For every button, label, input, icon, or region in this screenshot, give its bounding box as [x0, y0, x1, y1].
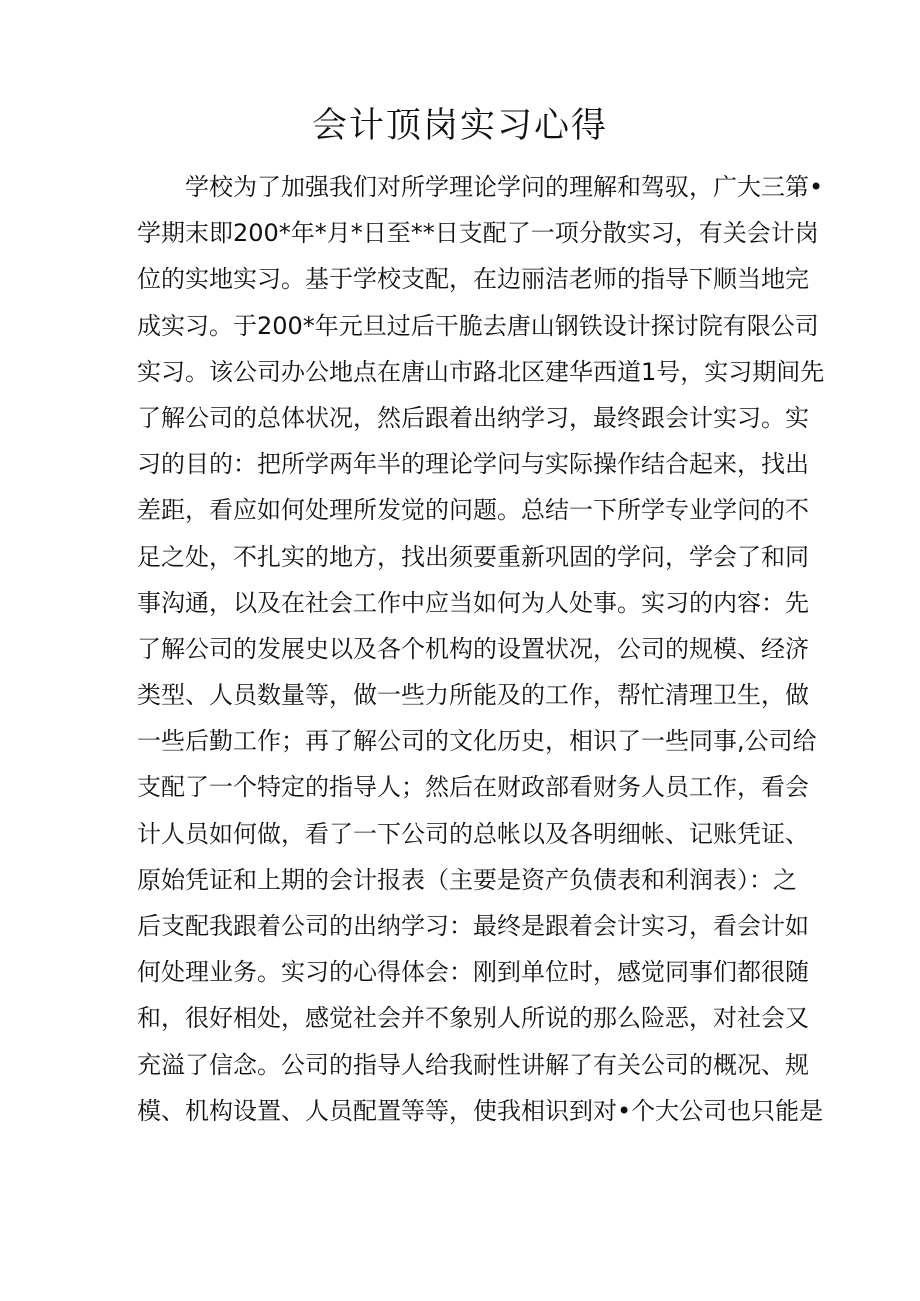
body-line: 学期末即200*年*月*日至**日支配了一项分散实习，有关会计岗: [137, 219, 819, 248]
body-line: 计人员如何做，看了一下公司的总帐以及各明细帐、记账凭证、: [137, 819, 809, 848]
body-line: 和，很好相处，感觉社会并不象别人所说的那么险恶，对社会又: [137, 1004, 809, 1033]
body-line: 差距，看应如何处理所发觉的问题。总结一下所学专业学问的不: [137, 496, 809, 525]
body-line: 支配了一个特定的指导人；然后在财政部看财务人员工作，看会: [137, 773, 809, 802]
body-line: 习的目的：把所学两年半的理论学问与实际操作结合起来，找出: [137, 450, 809, 479]
body-line: 类型、人员数量等，做一些力所能及的工作，帮忙清理卫生，做: [137, 681, 809, 710]
body-line: 成实习。于200*年元旦过后干脆去唐山钢铁设计探讨院有限公司: [137, 311, 819, 340]
document-body: [137, 164, 825, 1134]
body-line: 实习。该公司办公地点在唐山市路北区建华西道1号，实习期间先: [137, 357, 825, 386]
body-line: 足之处，不扎实的地方，找出须要重新巩固的学问，学会了和同: [137, 542, 809, 571]
body-line: 充溢了信念。公司的指导人给我耐性讲解了有关公司的概况、规: [137, 1050, 809, 1079]
document-title: 会计顶岗实习心得: [311, 106, 608, 146]
body-line: 模、机构设置、人员配置等等，使我相识到对•个大公司也只能是: [137, 1096, 824, 1125]
body-line: 学校为了加强我们对所学理论学问的理解和驾驭，广大三第•: [185, 173, 824, 201]
body-line: 何处理业务。实习的心得体会：刚到单位时，感觉同事们都很随: [137, 958, 809, 987]
body-line: 事沟通，以及在社会工作中应当如何为人处事。实习的内容：先: [137, 588, 809, 617]
body-line: 位的实地实习。基于学校支配，在边丽洁老师的指导下顺当地完: [137, 265, 809, 294]
body-line: 后支配我跟着公司的出纳学习：最终是跟着会计实习，看会计如: [137, 912, 809, 940]
body-line: 原始凭证和上期的会计报表（主要是资产负债表和利润表）：之: [137, 865, 797, 894]
body-line: 一些后勤工作；再了解公司的文化历史，相识了一些同事,公司给: [137, 727, 817, 756]
body-line: 了解公司的总体状况，然后跟着出纳学习，最终跟会计实习。实: [137, 403, 809, 432]
body-line: 了解公司的发展史以及各个机构的设置状况，公司的规模、经济: [137, 634, 809, 663]
